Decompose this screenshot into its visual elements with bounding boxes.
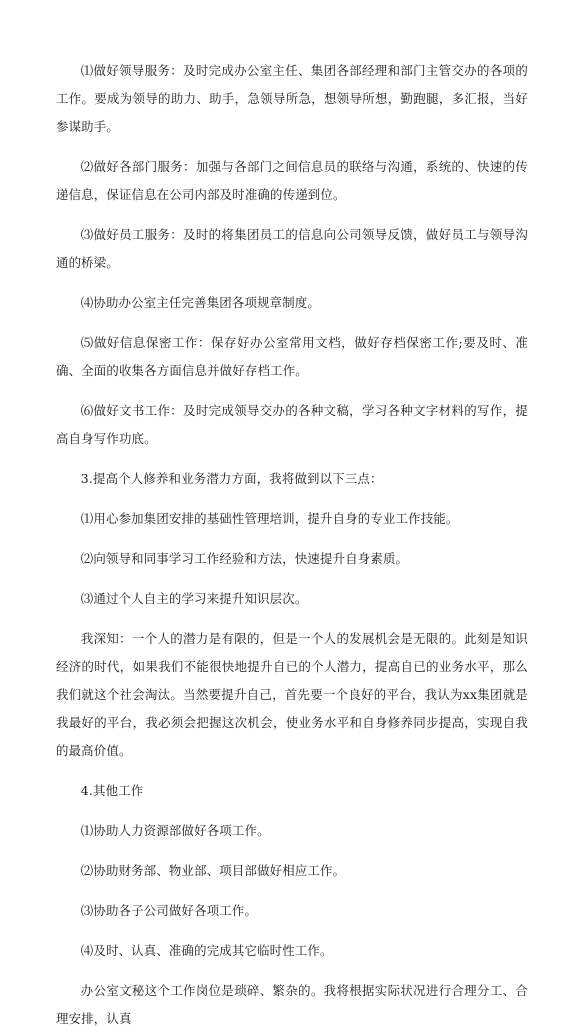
- paragraph-department-service: ⑵做好各部门服务：加强与各部门之间信息员的联络与沟通，系统的、快速的传递信息，保证信息在公司内部及时准确的传递到位。: [56, 159, 528, 202]
- paragraph-documents: ⑹做好文书工作：及时完成领导交办的各种文稿，学习各种文字材料的写作，提高自身写作功底。: [56, 403, 528, 446]
- paragraph-confidentiality: ⑸做好信息保密工作：保存好办公室常用文档，做好存档保密工作;要及时、准确、全面的收集各方面信息并做好存档工作。: [56, 335, 528, 378]
- paragraph-finance-assist: ⑵协助财务部、物业部、项目部做好相应工作。: [80, 863, 346, 878]
- section-heading-self-improvement: 3.提高个人修养和业务潜力方面，我将做到以下三点：: [80, 471, 383, 486]
- paragraph-hr-assist: ⑴协助人力资源部做好各项工作。: [80, 823, 270, 838]
- paragraph-learn-from-peers: ⑵向领导和同事学习工作经验和方法，快速提升自身素质。: [80, 551, 409, 566]
- paragraph-temporary-work: ⑷及时、认真、准确的完成其它临时性工作。: [80, 943, 333, 958]
- paragraph-self-study: ⑶通过个人自主的学习来提升知识层次。: [80, 591, 308, 606]
- paragraph-reflection: 我深知：一个人的潜力是有限的，但是一个人的发展机会是无限的。此刻是知识经济的时代，如果我们不能很快地提升自已的个人潜力，提高自已的业务水平，那么我们就这个社会淘汰。当然要提升自己，首先要一个良好的平台，我认为xx集团就是我最好的平台，我必须会把握这次机会，使业务水平和自身修养同步提高，实现自我的最高价值。: [56, 631, 528, 758]
- paragraph-training: ⑴用心参加集团安排的基础性管理培训，提升自身的专业工作技能。: [80, 511, 459, 526]
- paragraph-subsidiary-assist: ⑶协助各子公司做好各项工作。: [80, 903, 258, 918]
- paragraph-rules-assist: ⑷协助办公室主任完善集团各项规章制度。: [80, 295, 321, 310]
- paragraph-staff-service: ⑶做好员工服务：及时的将集团员工的信息向公司领导反馈，做好员工与领导沟通的桥梁。: [56, 227, 528, 270]
- paragraph-closing: 办公室文秘这个工作岗位是琐碎、繁杂的。我将根据实际状况进行合理分工、合理安排，认真: [56, 983, 528, 1026]
- paragraph-leader-service: ⑴做好领导服务：及时完成办公室主任、集团各部经理和部门主管交办的各项的工作。要成为领导的助力、助手，急领导所急，想领导所想，勤跑腿，多汇报，当好参谋助手。: [56, 63, 528, 134]
- section-heading-other-work: 4.其他工作: [80, 783, 144, 798]
